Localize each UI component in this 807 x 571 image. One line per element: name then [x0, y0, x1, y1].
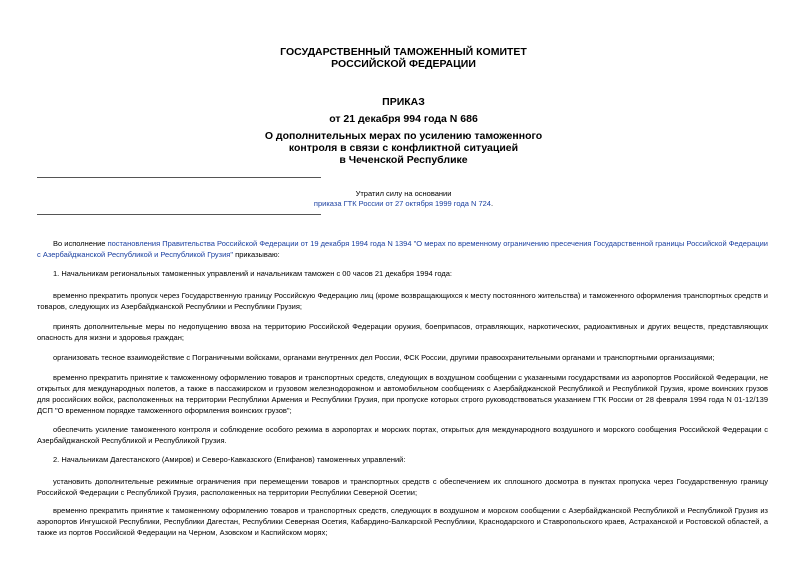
clause-2: 2. Начальникам Дагестанского (Амиров) и Северо-Кавказского (Епифанов) таможенных управлений: — [53, 455, 406, 464]
clause-1: 1. Начальникам региональных таможенных управлений и начальникам таможен с 00 часов 21 декабря 1994 года: — [53, 269, 452, 278]
clause-1-suspend-clearance: временно прекратить принятие к таможенному оформлению товаров и транспортных средств, следующих в воздушном сообщении с указанными государствами из аэропортов Российской Федерации, не открытых для международных полетов, а также в пассажирском и грузовом железнодорожном и автомобильном сообщениях с Азербайджанской Республикой и Республикой Грузия, кроме воинских грузов для российских войск, расположенных на территории Республики Армения и Республики Грузия, при пропуске которых строго руководствоваться указанием ГТК России от 28 февраля 1994 года N 01-12/139 ДСП "О временном порядке таможенного оформления воинских грузов"; — [37, 373, 768, 415]
organization-name-line1: ГОСУДАРСТВЕННЫЙ ТАМОЖЕННЫЙ КОМИТЕТ — [280, 46, 527, 58]
intro-paragraph — [37, 238, 768, 260]
status-note-line2 — [0, 199, 807, 208]
divider-top — [37, 177, 321, 178]
document-title-line1: О дополнительных мерах по усилению таможенного — [264, 130, 543, 142]
intro-prefix: Во исполнение — [53, 239, 108, 248]
clause-1-strengthen-control: обеспечить усиление таможенного контроля и соблюдение особого режима в аэропортах и морских портах, открытых для международного воздушного и морского сообщения Российской Федерации с Азербайджанской Республикой и Республикой Грузия. — [37, 425, 768, 445]
clause-2-suspend-clearance: временно прекратить принятие к таможенному оформлению товаров и транспортных средств, следующих в воздушном и морском сообщении с Азербайджанской Республикой и Республикой Грузия из аэропортов Ингушской Республики, Республики Дагестан, Республики Северная Осетия, Кабардино-Балкарской Республики, Краснодарского и Ставропольского краев, Астраханской и Ростовской областей, а также из портов Российской Федерации на Черном, Азовском и Каспийском морях; — [37, 506, 768, 537]
document-title-line3: в Чеченской Республике — [339, 154, 468, 166]
clause-1-prevent-import: принять дополнительные меры по недопущению ввоза на территорию Российской Федерации оружия, боеприпасов, отравляющих, наркотических, радиоактивных и других веществ, представляющих опасность для жизни и здоровья граждан; — [37, 322, 768, 342]
government-decree-link[interactable]: постановления Правительства Российской Федерации от 19 декабря 1994 года N 1394 "О мерах по временному ограничению пресечения Государственной границы Российской Федерации с Азербайджанской Республикой и Республикой Грузия" — [37, 239, 768, 259]
order-date-number: от 21 декабря 994 года N 686 — [329, 113, 478, 125]
status-note-suffix: . — [490, 199, 494, 208]
intro-suffix: приказываю: — [233, 250, 280, 259]
document-type: ПРИКАЗ — [382, 96, 425, 108]
status-note-line1: Утратил силу на основании — [355, 189, 452, 198]
clause-1-stop-crossing: временно прекратить пропуск через Государственную границу Российскую Федерацию лиц (кроме возвращающихся к месту постоянного жительства) и таможенного оформления транспортных средств и товаров, следующих из Азербайджанской Республики и Республики Грузия; — [37, 291, 768, 311]
document-title-line2: контроля в связи с конфликтной ситуацией — [288, 142, 519, 154]
divider-bottom — [37, 214, 321, 215]
clause-2-restrictions: установить дополнительные режимные ограничения при перемещении товаров и транспортных средств с обеспечением их сплошного досмотра в пунктах пропуска через Государственную границу Российской Федерации с Республикой Грузия, расположенных на территории Республики Северной Осетии; — [37, 477, 768, 497]
repeal-order-link[interactable]: приказа ГТК России от 27 октября 1999 года N 724 — [313, 199, 491, 208]
clause-1-cooperation: организовать тесное взаимодействие с Пограничными войсками, органами внутренних дел России, ФСК России, другими правоохранительными органами и транспортными организациями; — [53, 353, 715, 362]
organization-name-line2: РОССИЙСКОЙ ФЕДЕРАЦИИ — [331, 58, 476, 70]
